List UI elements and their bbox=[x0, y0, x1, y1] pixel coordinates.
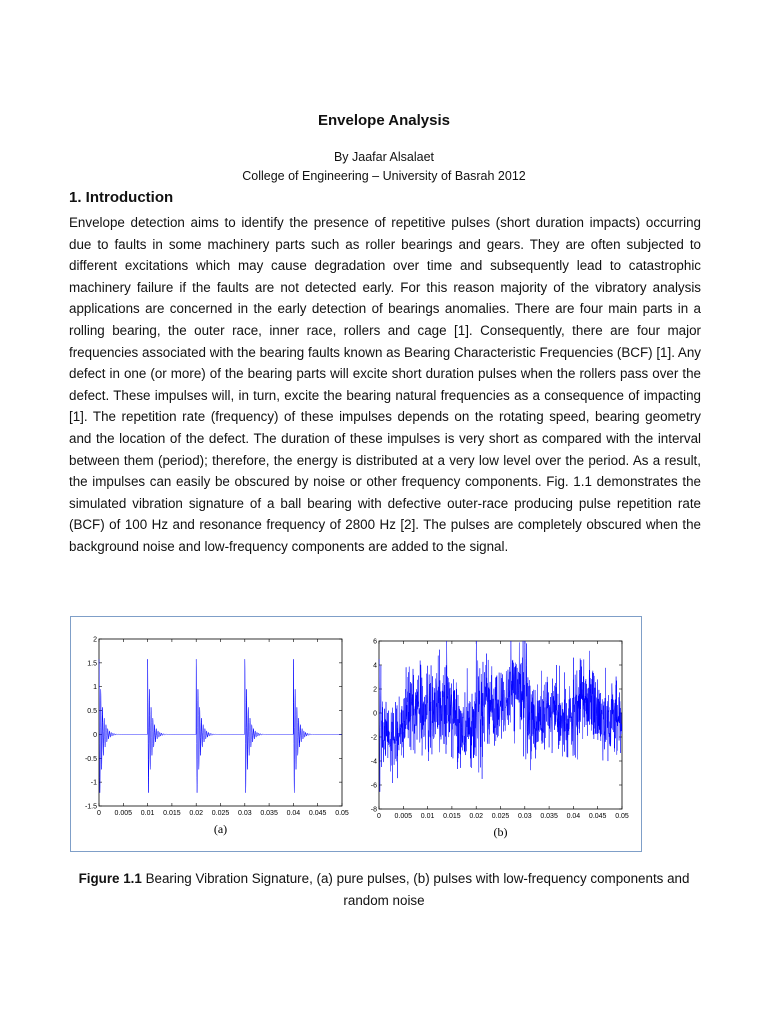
x-tick-label: 0.04 bbox=[566, 813, 581, 820]
x-tick-label: 0.015 bbox=[443, 813, 461, 820]
x-tick-label: 0.005 bbox=[114, 810, 133, 817]
subplot-label: (b) bbox=[493, 825, 508, 839]
plot-frame bbox=[379, 641, 622, 809]
y-tick-label: -2 bbox=[370, 734, 377, 742]
y-tick-label: -6 bbox=[370, 782, 377, 790]
author-affiliation: College of Engineering – University of Basrah 2012 bbox=[242, 169, 526, 183]
section-heading: 1. Introduction bbox=[69, 189, 174, 206]
y-tick-label: -1 bbox=[90, 779, 97, 787]
subplot-label: (a) bbox=[213, 822, 228, 836]
plot-frame bbox=[99, 639, 342, 806]
x-tick-label: 0.02 bbox=[189, 810, 204, 817]
x-tick-label: 0 bbox=[97, 810, 101, 817]
x-tick-label: 0.04 bbox=[286, 810, 301, 817]
x-tick-label: 0.025 bbox=[491, 813, 510, 820]
x-tick-label: 0 bbox=[377, 813, 381, 820]
caption-label: Figure 1.1 bbox=[78, 871, 142, 886]
x-tick-label: 0.035 bbox=[260, 810, 278, 817]
y-tick-label: 6 bbox=[373, 638, 377, 646]
y-tick-label: 0.5 bbox=[87, 708, 97, 716]
x-tick-label: 0.03 bbox=[237, 810, 252, 817]
y-tick-label: 0 bbox=[93, 731, 97, 739]
x-tick-label: 0.005 bbox=[394, 813, 413, 820]
x-tick-label: 0.015 bbox=[163, 810, 181, 817]
figure-1-1 bbox=[70, 616, 642, 852]
y-tick-label: 1.5 bbox=[87, 660, 97, 668]
x-tick-label: 0.03 bbox=[517, 813, 532, 820]
y-tick-label: -4 bbox=[370, 758, 377, 766]
intro-paragraph: Envelope detection aims to identify the presence of repetitive pulses (short duration impacts) occurring due to faults in some machinery parts such as roller bearings and gears. They are often subjected to different excitations which may cause degradation over time and subsequently lead to catastrophic machinery failure if the faults are not detected early. For this reason majority of the vibratory analysis applications are concerned in the early detection of bearings anomalies. There are four main parts in a rolling bearing, the outer race, inner race, rollers and cage [1]. Consequently, there are four major frequencies associated with the bearing faults known as Bearing Characteristic Frequencies (BCF) [1]. Any defect in one (or more) of the bearing parts will excite short duration pulses when the rollers pass over the defect. These impulses will, in turn, excite the bearing natural frequencies as a consequence of impacting [1]. The repetition rate (frequency) of these impulses depends on the rotating speed, bearing geometry and the location of the defect. The duration of these impulses is very short as compared with the interval between them (period); therefore, the energy is distributed at a very low level over the period. As a result, the impulses can easily be obscured by noise or other frequency components. Fig. 1.1 demonstrates the simulated vibration signature of a ball bearing with defective outer-race producing pulse repetition rate (BCF) of 100 Hz and resonance frequency of 2800 Hz [2]. The pulses are completely obscured when the background noise and low-frequency components are added to the signal. bbox=[69, 215, 701, 554]
chart-a bbox=[85, 637, 349, 837]
signal-line bbox=[99, 659, 342, 793]
x-tick-label: 0.045 bbox=[308, 810, 327, 817]
author-block bbox=[0, 148, 768, 186]
x-tick-label: 0.02 bbox=[469, 813, 484, 820]
x-tick-label: 0.05 bbox=[335, 810, 349, 817]
y-tick-label: -8 bbox=[370, 806, 377, 814]
caption-text: Bearing Vibration Signature, (a) pure pulses, (b) pulses with low-frequency components and random noise bbox=[141, 871, 690, 908]
x-tick-label: 0.025 bbox=[211, 810, 230, 817]
chart-b bbox=[371, 639, 629, 840]
y-tick-label: 4 bbox=[373, 662, 377, 670]
y-tick-label: 2 bbox=[93, 636, 97, 644]
page-title: Envelope Analysis bbox=[318, 112, 450, 129]
y-tick-label: 2 bbox=[373, 686, 377, 694]
y-tick-label: 0 bbox=[373, 710, 377, 718]
y-tick-label: 1 bbox=[93, 684, 97, 692]
y-tick-label: -1.5 bbox=[84, 803, 97, 811]
x-tick-label: 0.05 bbox=[615, 813, 629, 820]
y-tick-label: -0.5 bbox=[84, 755, 97, 763]
figure-svg bbox=[71, 617, 641, 851]
x-tick-label: 0.045 bbox=[588, 813, 607, 820]
x-tick-label: 0.035 bbox=[540, 813, 558, 820]
author-byline: By Jaafar Alsalaet bbox=[333, 150, 435, 164]
figure-caption bbox=[60, 868, 708, 912]
x-tick-label: 0.01 bbox=[140, 810, 155, 817]
x-tick-label: 0.01 bbox=[420, 813, 435, 820]
signal-line bbox=[379, 641, 622, 792]
